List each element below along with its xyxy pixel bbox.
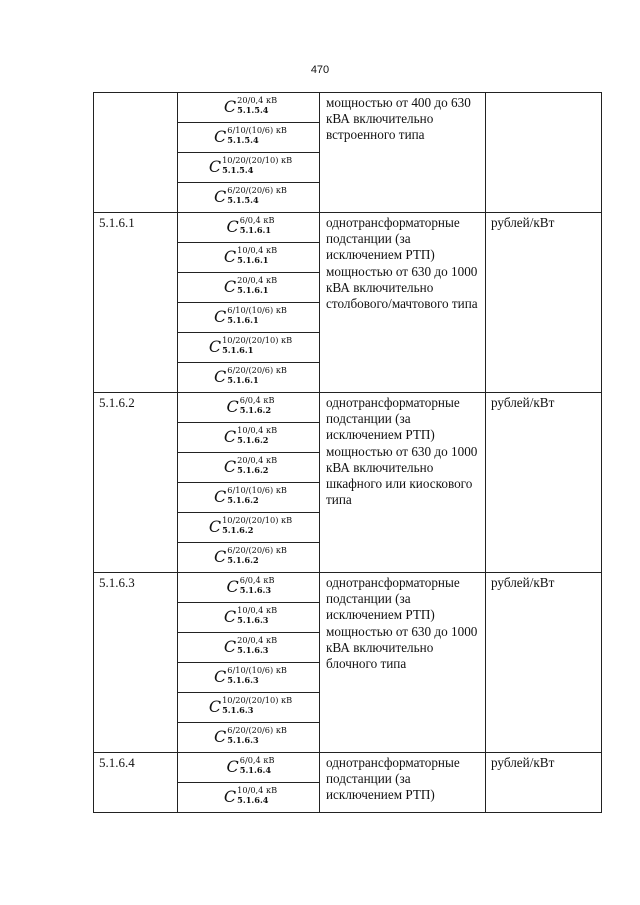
rate-formula-cell: [178, 153, 320, 183]
voltage-superscript: 6/10/(10/6) кВ: [227, 125, 287, 135]
rate-symbol-letter: C: [208, 697, 222, 716]
rate-formula-cell: [178, 693, 320, 723]
code-subscript: 5.1.6.1: [227, 374, 259, 385]
rate-symbol-letter: C: [223, 427, 237, 446]
rate-symbol-letter: C: [214, 127, 227, 146]
row-description: однотрансформаторные подстанции (за исключением РТП) мощностью от 630 до 1000 кВА включительно столбового/мачтового типа: [320, 213, 486, 393]
rate-formula-cell: [178, 93, 320, 123]
voltage-superscript: 6/0,4 кВ: [239, 755, 275, 765]
code-subscript: 5.1.6.1: [237, 254, 269, 265]
voltage-superscript: 6/0,4 кВ: [239, 215, 275, 225]
code-subscript: 5.1.6.3: [237, 614, 269, 625]
table-row: [94, 93, 602, 123]
voltage-superscript: 10/20/(20/10) кВ: [222, 695, 293, 705]
rate-symbol: [210, 306, 287, 328]
rate-symbol: [210, 726, 287, 748]
rate-symbol-letter: C: [223, 97, 237, 116]
code-subscript: 5.1.6.1: [227, 314, 259, 325]
rate-symbol: [205, 156, 292, 178]
code-subscript: 5.1.5.4: [237, 104, 269, 115]
voltage-superscript: 10/0,4 кВ: [237, 785, 278, 795]
rate-symbol-letter: C: [214, 187, 227, 206]
rate-symbol: [220, 246, 277, 268]
code-subscript: 5.1.6.1: [222, 344, 254, 355]
rate-symbol-letter: C: [226, 757, 239, 776]
row-code: [94, 93, 178, 213]
rate-symbol-indices: [240, 576, 275, 595]
rate-formula-cell: [178, 363, 320, 393]
voltage-superscript: 6/20/(20/6) кВ: [227, 185, 287, 195]
code-subscript: 5.1.6.2: [227, 494, 259, 505]
rate-symbol: [220, 786, 277, 808]
code-subscript: 5.1.6.3: [227, 674, 259, 685]
row-description: однотрансформаторные подстанции (за исключением РТП) мощностью от 630 до 1000 кВА включительно блочного типа: [320, 573, 486, 753]
rate-symbol: [210, 126, 287, 148]
voltage-superscript: 6/0,4 кВ: [239, 575, 275, 585]
voltage-superscript: 10/20/(20/10) кВ: [222, 335, 293, 345]
code-subscript: 5.1.6.3: [239, 584, 272, 595]
rate-symbol: [210, 366, 287, 388]
rate-symbol-indices: [227, 726, 287, 745]
code-subscript: 5.1.6.1: [239, 224, 272, 235]
voltage-superscript: 6/0,4 кВ: [239, 395, 275, 405]
rate-symbol: [210, 666, 287, 688]
rate-formula-cell: [178, 513, 320, 543]
rate-formula-cell: [178, 633, 320, 663]
row-unit: рублей/кВт: [486, 573, 602, 753]
code-subscript: 5.1.5.4: [227, 134, 259, 145]
rate-formula-cell: [178, 393, 320, 423]
rate-symbol-letter: C: [223, 247, 237, 266]
rate-formula-cell: [178, 273, 320, 303]
code-subscript: 5.1.6.2: [222, 524, 254, 535]
rate-symbol-letter: C: [208, 157, 222, 176]
rate-formula-cell: [178, 543, 320, 573]
rate-symbol-letter: C: [223, 637, 237, 656]
code-subscript: 5.1.6.4: [237, 794, 269, 805]
code-subscript: 5.1.6.4: [239, 764, 272, 775]
table-row: [94, 753, 602, 783]
rate-symbol: [223, 756, 275, 778]
code-subscript: 5.1.6.2: [239, 404, 272, 415]
voltage-superscript: 6/20/(20/6) кВ: [227, 545, 287, 555]
rate-symbol-indices: [227, 306, 287, 325]
rate-symbol-letter: C: [214, 487, 227, 506]
rate-symbol-letter: C: [208, 517, 222, 536]
rate-symbol-indices: [237, 456, 277, 475]
voltage-superscript: 20/0,4 кВ: [237, 275, 278, 285]
rate-formula-cell: [178, 723, 320, 753]
voltage-superscript: 10/20/(20/10) кВ: [222, 515, 293, 525]
rate-symbol-indices: [222, 336, 292, 355]
code-subscript: 5.1.5.4: [222, 164, 254, 175]
rate-symbol-letter: C: [223, 457, 237, 476]
rate-symbol-indices: [222, 156, 292, 175]
code-subscript: 5.1.6.3: [237, 644, 269, 655]
rate-symbol: [220, 96, 277, 118]
voltage-superscript: 6/20/(20/6) кВ: [227, 365, 287, 375]
rate-symbol-letter: C: [223, 277, 237, 296]
rate-symbol-letter: C: [214, 727, 227, 746]
rate-symbol-letter: C: [223, 607, 237, 626]
rate-symbol: [223, 576, 275, 598]
rate-symbol-indices: [237, 96, 277, 115]
table-row: [94, 573, 602, 603]
rate-symbol-indices: [240, 396, 275, 415]
rate-symbol: [220, 636, 277, 658]
voltage-superscript: 6/10/(10/6) кВ: [227, 485, 287, 495]
rate-formula-cell: [178, 423, 320, 453]
row-description: однотрансформаторные подстанции (за исключением РТП) мощностью от 630 до 1000 кВА включительно шкафного или киоскового типа: [320, 393, 486, 573]
rate-symbol-indices: [227, 666, 287, 685]
rate-symbol-indices: [227, 186, 287, 205]
rate-symbol-letter: C: [226, 217, 239, 236]
rate-symbol-indices: [222, 696, 292, 715]
rate-formula-cell: [178, 603, 320, 633]
voltage-superscript: 10/0,4 кВ: [237, 425, 278, 435]
row-unit: [486, 93, 602, 213]
rate-symbol-letter: C: [214, 667, 227, 686]
row-description: мощностью от 400 до 630 кВА включительно встроенного типа: [320, 93, 486, 213]
row-description: однотрансформаторные подстанции (за исключением РТП): [320, 753, 486, 813]
rate-symbol: [205, 696, 292, 718]
tariff-table-body: [94, 93, 602, 813]
rate-symbol: [220, 456, 277, 478]
table-row: [94, 393, 602, 423]
voltage-superscript: 10/0,4 кВ: [237, 605, 278, 615]
rate-formula-cell: [178, 573, 320, 603]
code-subscript: 5.1.6.2: [237, 434, 269, 445]
rate-formula-cell: [178, 783, 320, 813]
rate-symbol-indices: [237, 246, 277, 265]
rate-formula-cell: [178, 663, 320, 693]
voltage-superscript: 20/0,4 кВ: [237, 455, 278, 465]
rate-symbol: [210, 486, 287, 508]
voltage-superscript: 6/10/(10/6) кВ: [227, 665, 287, 675]
rate-symbol: [210, 546, 287, 568]
rate-formula-cell: [178, 483, 320, 513]
table-row: [94, 213, 602, 243]
rate-formula-cell: [178, 753, 320, 783]
code-subscript: 5.1.6.2: [227, 554, 259, 565]
voltage-superscript: 6/20/(20/6) кВ: [227, 725, 287, 735]
rate-symbol: [205, 336, 292, 358]
code-subscript: 5.1.6.3: [227, 734, 259, 745]
rate-symbol-indices: [227, 126, 287, 145]
rate-symbol-indices: [227, 546, 287, 565]
rate-symbol-indices: [222, 516, 292, 535]
rate-symbol-letter: C: [214, 547, 227, 566]
row-unit: рублей/кВт: [486, 753, 602, 813]
rate-symbol-indices: [227, 486, 287, 505]
rate-formula-cell: [178, 303, 320, 333]
rate-symbol-indices: [240, 216, 275, 235]
page-number: 470: [310, 64, 330, 76]
rate-formula-cell: [178, 123, 320, 153]
row-code: 5.1.6.4: [94, 753, 178, 813]
rate-symbol-indices: [237, 606, 277, 625]
rate-symbol: [220, 606, 277, 628]
rate-symbol-indices: [237, 786, 277, 805]
row-unit: рублей/кВт: [486, 393, 602, 573]
rate-symbol-indices: [240, 756, 275, 775]
rate-symbol-letter: C: [226, 397, 239, 416]
rate-formula-cell: [178, 453, 320, 483]
rate-symbol-letter: C: [226, 577, 239, 596]
rate-symbol-indices: [237, 426, 277, 445]
rate-symbol-indices: [237, 636, 277, 655]
rate-formula-cell: [178, 333, 320, 363]
row-code: 5.1.6.1: [94, 213, 178, 393]
voltage-superscript: 20/0,4 кВ: [237, 635, 278, 645]
rate-symbol: [205, 516, 292, 538]
rate-symbol-letter: C: [223, 787, 237, 806]
voltage-superscript: 10/0,4 кВ: [237, 245, 278, 255]
rate-symbol-letter: C: [214, 307, 227, 326]
rate-symbol: [223, 396, 275, 418]
rate-symbol-letter: C: [214, 367, 227, 386]
code-subscript: 5.1.5.4: [227, 194, 259, 205]
rate-formula-cell: [178, 213, 320, 243]
rate-symbol-indices: [227, 366, 287, 385]
rate-formula-cell: [178, 243, 320, 273]
rate-symbol: [223, 216, 275, 238]
voltage-superscript: 10/20/(20/10) кВ: [222, 155, 293, 165]
row-code: 5.1.6.2: [94, 393, 178, 573]
code-subscript: 5.1.6.2: [237, 464, 269, 475]
code-subscript: 5.1.6.3: [222, 704, 254, 715]
rate-symbol: [220, 276, 277, 298]
voltage-superscript: 20/0,4 кВ: [237, 95, 278, 105]
rate-symbol-letter: C: [208, 337, 222, 356]
voltage-superscript: 6/10/(10/6) кВ: [227, 305, 287, 315]
rate-formula-cell: [178, 183, 320, 213]
rate-symbol: [220, 426, 277, 448]
row-code: 5.1.6.3: [94, 573, 178, 753]
tariff-table: [93, 92, 602, 813]
rate-symbol: [210, 186, 287, 208]
code-subscript: 5.1.6.1: [237, 284, 269, 295]
row-unit: рублей/кВт: [486, 213, 602, 393]
rate-symbol-indices: [237, 276, 277, 295]
